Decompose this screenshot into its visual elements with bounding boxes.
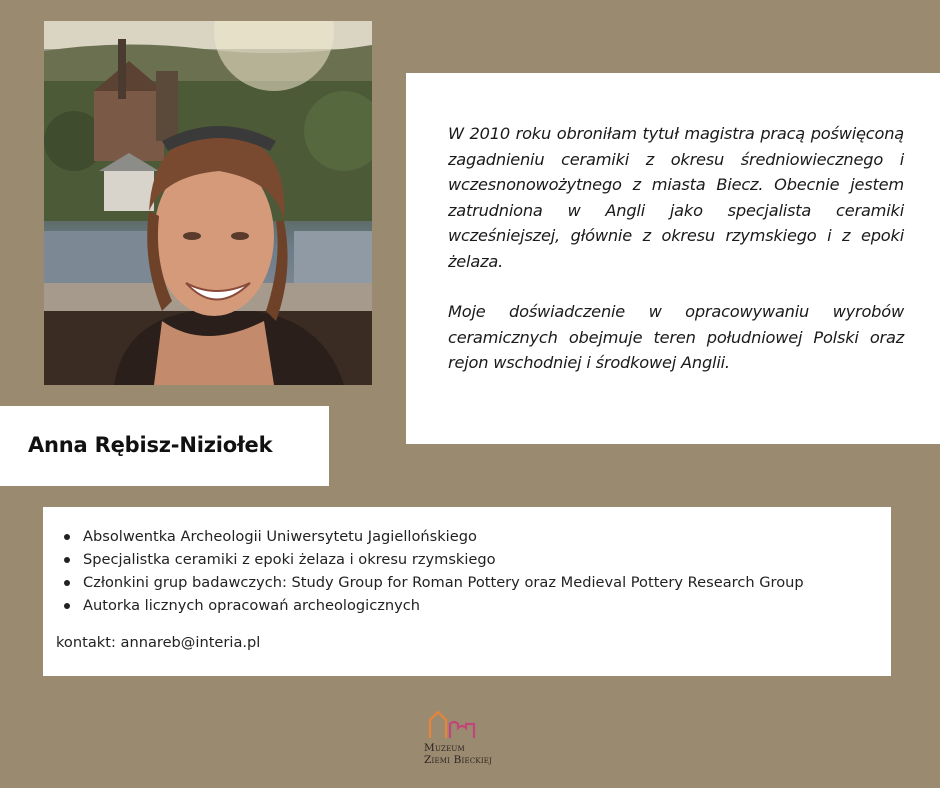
list-item: Członkini grup badawczych: Study Group for Roman Pottery oraz Medieval Pottery Research Group [83, 571, 804, 594]
contact-text: kontakt: annareb@interia.pl [56, 634, 261, 651]
bio-paragraph-1: W 2010 roku obroniłam tytuł magistra pracą poświęconą zagadnieniu ceramiki z okresu średniowiecznego i wczesnonowożytnego z miasta Biecz. Obecnie jestem zatrudniona w Angli jako specjalista ceramiki wcześniejszej, głównie z okresu rzymskiego i z epoki żelaza. [448, 124, 904, 271]
info-panel [43, 507, 891, 676]
name-panel [0, 406, 329, 486]
portrait-photo-icon [44, 21, 372, 385]
logo-line-1: Muzeum [424, 742, 465, 754]
bio-paragraph-2: Moje doświadczenie w opracowywaniu wyrobów ceramicznych obejmuje teren południowej Polski oraz rejon wschodniej i środkowej Anglii. [448, 302, 904, 372]
list-item: Specjalistka ceramiki z epoki żelaza i okresu rzymskiego [83, 548, 804, 571]
profile-photo [44, 21, 372, 385]
logo-text [424, 742, 520, 766]
bio-text [448, 121, 904, 401]
museum-logo-icon [424, 708, 484, 740]
bio-panel [406, 73, 940, 444]
museum-logo [424, 708, 520, 772]
logo-line-2: Ziemi Bieckiej [424, 754, 493, 766]
list-item: Autorka licznych opracowań archeologicznych [83, 594, 804, 617]
person-name: Anna Rębisz-Niziołek [28, 433, 273, 457]
qualifications-list [83, 525, 804, 617]
list-item: Absolwentka Archeologii Uniwersytetu Jagiellońskiego [83, 525, 804, 548]
